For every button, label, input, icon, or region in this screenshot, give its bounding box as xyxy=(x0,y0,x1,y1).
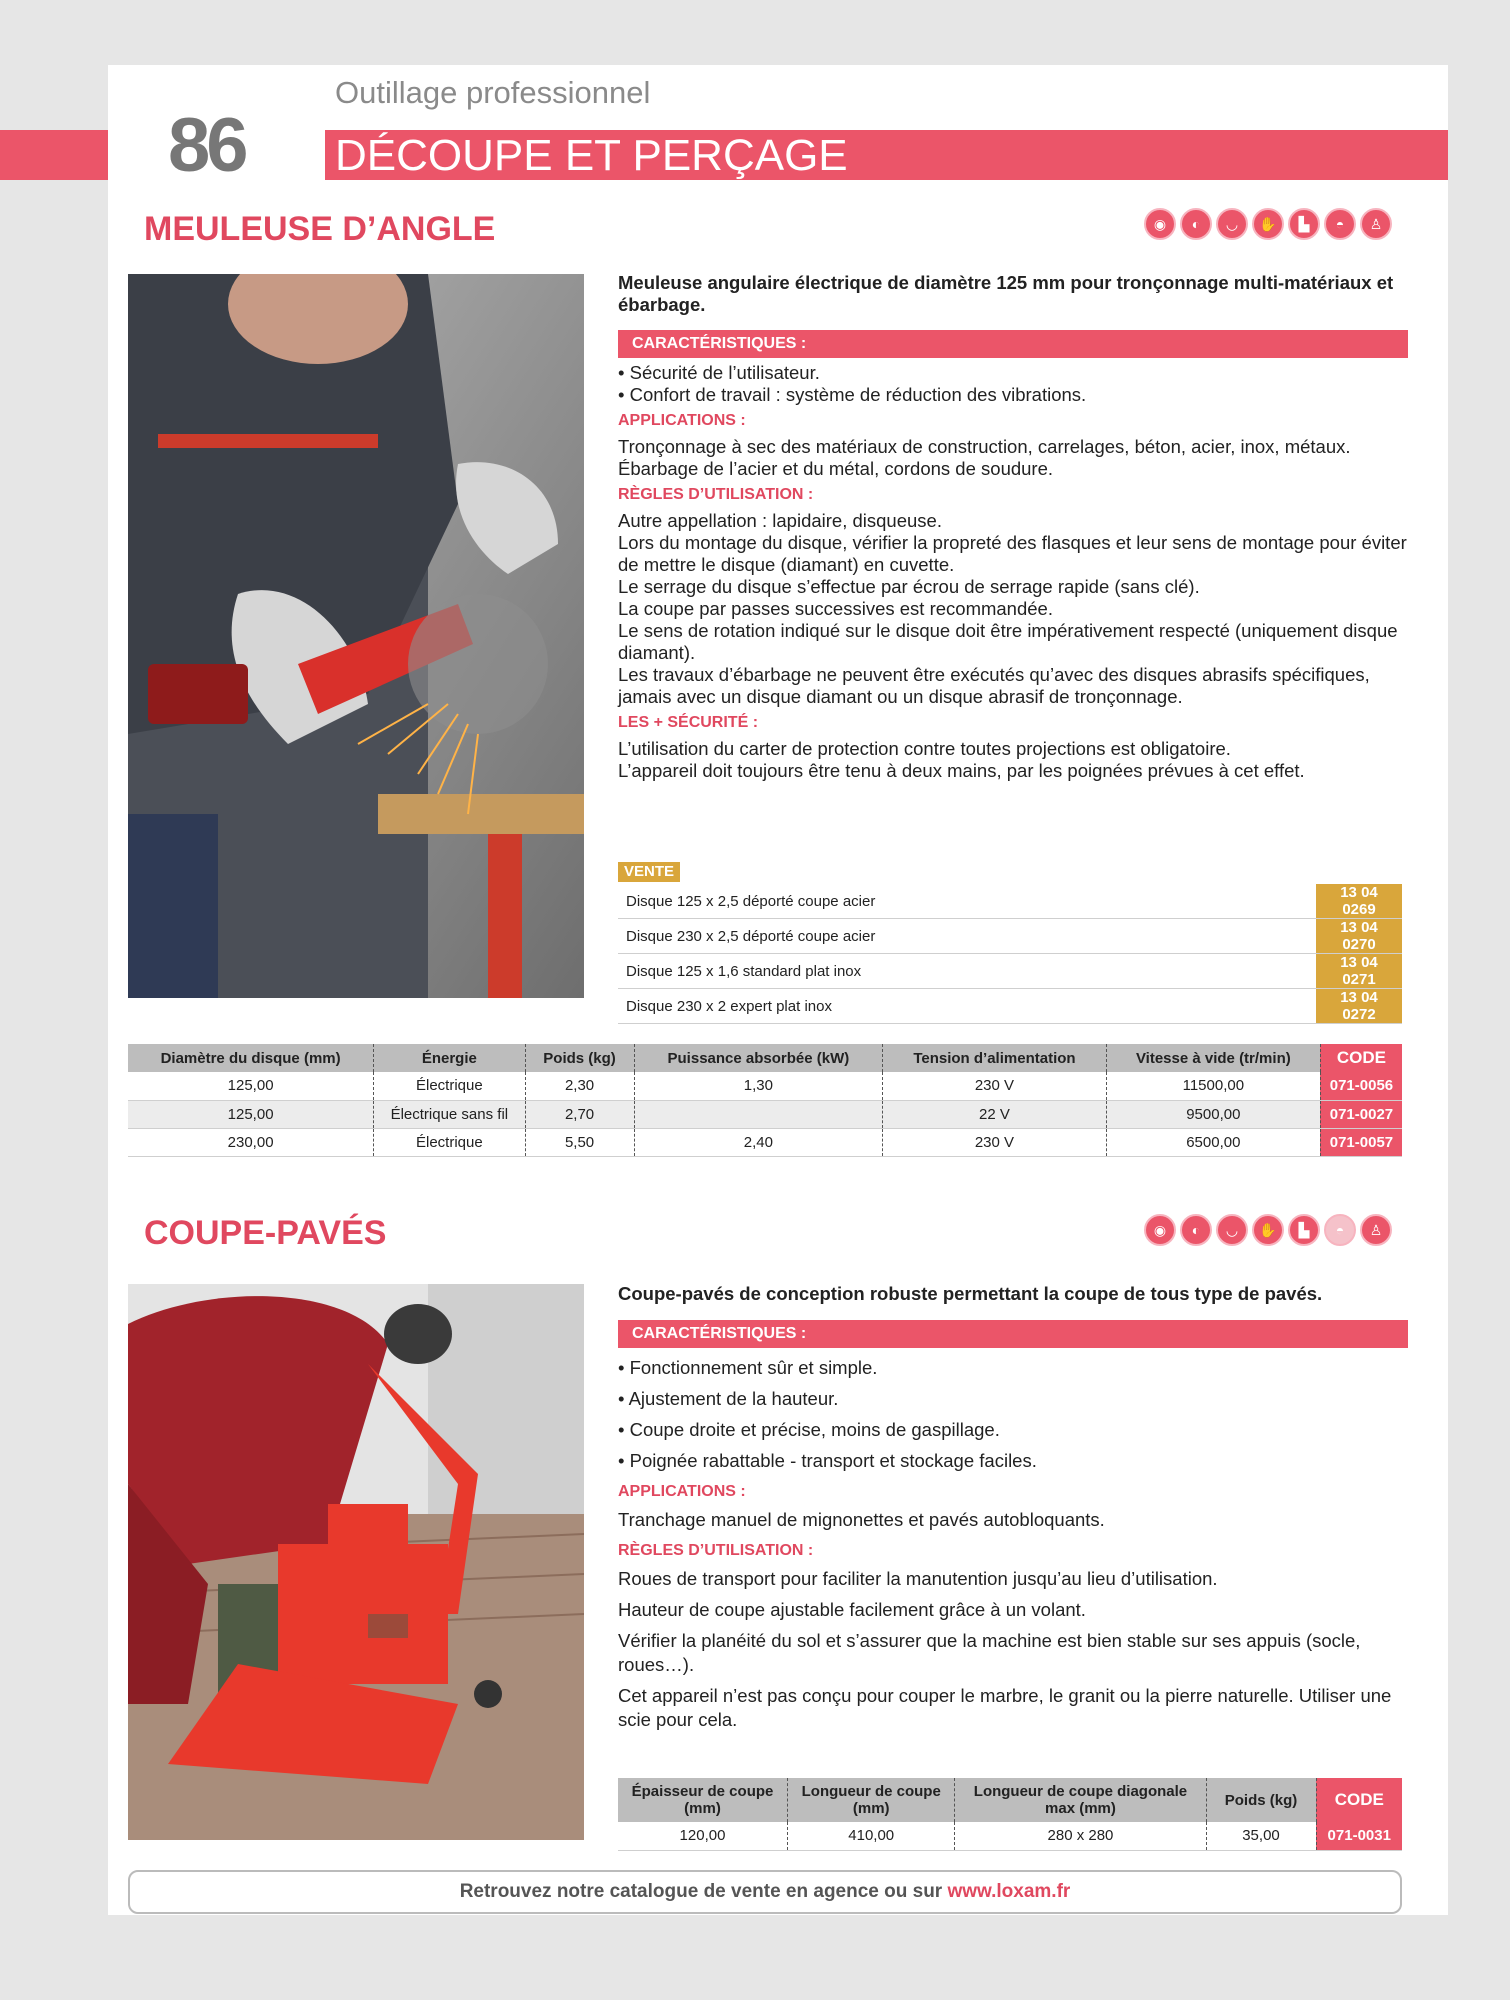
security-item: L’utilisation du carter de protection contre toutes projections est obligatoire. xyxy=(618,738,1231,759)
table-cell: 230,00 xyxy=(128,1128,374,1156)
footer-banner xyxy=(128,1870,1402,1914)
vente-item-name: Disque 230 x 2,5 déporté coupe acier xyxy=(618,919,1316,954)
table-cell: 6500,00 xyxy=(1106,1128,1320,1156)
safety-icons xyxy=(1144,208,1392,240)
table-cell: 9500,00 xyxy=(1106,1100,1320,1128)
characteristic-item: • Coupe droite et précise, moins de gaspillage. xyxy=(618,1419,1000,1440)
column-header: Puissance absorbée (kW) xyxy=(634,1044,883,1072)
product-title-meuleuse: MEULEUSE D’ANGLE xyxy=(144,210,496,248)
column-header: Longueur de coupe (mm) xyxy=(788,1778,955,1822)
vente-item-code: 13 04 0269 xyxy=(1316,884,1402,919)
application-item: Ébarbage de l’acier et du métal, cordons de soudure. xyxy=(618,458,1054,479)
table-row xyxy=(618,884,1402,919)
table-cell: 1,30 xyxy=(634,1072,883,1100)
vente-item-code: 13 04 0271 xyxy=(1316,954,1402,989)
rule-item: Les travaux d’ébarbage ne peuvent être exécutés qu’avec des disques abrasifs spécifiques, jamais avec un disque diamant ou un disque abrasif de tronçonnage. xyxy=(618,664,1370,707)
column-header: Tension d’alimentation xyxy=(883,1044,1107,1072)
table-cell: 120,00 xyxy=(618,1822,788,1850)
column-header: Longueur de coupe diagonale max (mm) xyxy=(955,1778,1206,1822)
boots-icon: ▙ xyxy=(1288,208,1320,240)
rule-item: Autre appellation : lapidaire, disqueuse. xyxy=(618,510,942,531)
product-code: 071-0027 xyxy=(1320,1100,1402,1128)
page-number: 86 xyxy=(168,103,245,188)
table-cell: 230 V xyxy=(883,1128,1107,1156)
rule-item: Lors du montage du disque, vérifier la propreté des flasques et leur sens de montage pour éviter de mettre le disque (diamant) en cuvette. xyxy=(618,532,1407,575)
rule-item: Vérifier la planéité du sol et s’assurer que la machine est bien stable sur ses appuis (socle, roues…). xyxy=(618,1630,1361,1675)
rules-header: RÈGLES D’UTILISATION : xyxy=(618,1542,814,1559)
table-cell: 125,00 xyxy=(128,1100,374,1128)
vente-item-code: 13 04 0272 xyxy=(1316,989,1402,1024)
spec-table-coupe-paves xyxy=(618,1778,1402,1851)
table-cell: Électrique xyxy=(374,1128,525,1156)
spec-table-meuleuse xyxy=(128,1044,1402,1157)
security-header: LES + SÉCURITÉ : xyxy=(618,714,759,731)
column-header: Poids (kg) xyxy=(1206,1778,1316,1822)
vente-item-name: Disque 125 x 2,5 déporté coupe acier xyxy=(618,884,1316,919)
product-code: 071-0031 xyxy=(1316,1822,1402,1850)
table-cell: 2,70 xyxy=(525,1100,634,1128)
table-row xyxy=(618,919,1402,954)
footer-text: Retrouvez notre catalogue de vente en agence ou sur xyxy=(459,1881,943,1902)
vente-item-name: Disque 125 x 1,6 standard plat inox xyxy=(618,954,1316,989)
table-row xyxy=(128,1100,1402,1128)
table-cell: 35,00 xyxy=(1206,1822,1316,1850)
product-code: 071-0057 xyxy=(1320,1128,1402,1156)
table-row xyxy=(618,989,1402,1024)
characteristic-item: • Poignée rabattable - transport et stockage faciles. xyxy=(618,1450,1037,1471)
product-lead: Meuleuse angulaire électrique de diamètre 125 mm pour tronçonnage multi-matériaux et ébarbage. xyxy=(618,272,1394,315)
table-cell: 125,00 xyxy=(128,1072,374,1100)
table-cell: 22 V xyxy=(883,1100,1107,1128)
table-row xyxy=(618,1822,1402,1850)
table-header-row xyxy=(618,1778,1402,1822)
characteristics-header: CARACTÉRISTIQUES : xyxy=(618,1320,1408,1348)
gloves-icon: ✋ xyxy=(1252,208,1284,240)
characteristic-item: • Ajustement de la hauteur. xyxy=(618,1388,839,1409)
rule-item: Hauteur de coupe ajustable facilement grâce à un volant. xyxy=(618,1599,1086,1620)
table-cell: 2,30 xyxy=(525,1072,634,1100)
product-lead: Coupe-pavés de conception robuste permettant la coupe de tous type de pavés. xyxy=(618,1283,1323,1304)
grinder-photo xyxy=(128,274,584,998)
ear-protection-icon: ◐ xyxy=(1180,208,1212,240)
vente-table xyxy=(618,884,1402,1024)
table-cell: 410,00 xyxy=(788,1822,955,1850)
table-cell xyxy=(634,1100,883,1128)
rules-header: RÈGLES D’UTILISATION : xyxy=(618,486,814,503)
column-header: Épaisseur de coupe (mm) xyxy=(618,1778,788,1822)
helmet-icon: ◓ xyxy=(1324,1214,1356,1246)
table-cell: Électrique xyxy=(374,1072,525,1100)
table-cell: Électrique sans fil xyxy=(374,1100,525,1128)
eye-protection-icon: ◉ xyxy=(1144,1214,1176,1246)
table-row xyxy=(618,954,1402,989)
column-header-code: CODE xyxy=(1316,1778,1402,1822)
eye-protection-icon: ◉ xyxy=(1144,208,1176,240)
clothing-icon: ♙ xyxy=(1360,208,1392,240)
table-cell: 11500,00 xyxy=(1106,1072,1320,1100)
product-description-coupe-paves xyxy=(618,1282,1408,1732)
boots-icon: ▙ xyxy=(1288,1214,1320,1246)
vente-item-code: 13 04 0270 xyxy=(1316,919,1402,954)
rule-item: Roues de transport pour faciliter la manutention jusqu’au lieu d’utilisation. xyxy=(618,1568,1218,1589)
product-description-meuleuse xyxy=(618,272,1408,782)
table-cell: 5,50 xyxy=(525,1128,634,1156)
column-header-code: CODE xyxy=(1320,1044,1402,1072)
characteristic-item: • Fonctionnement sûr et simple. xyxy=(618,1357,878,1378)
column-header: Diamètre du disque (mm) xyxy=(128,1044,374,1072)
category-title: Outillage professionnel xyxy=(335,75,651,110)
characteristic-item: • Sécurité de l’utilisateur. xyxy=(618,362,820,383)
table-cell: 230 V xyxy=(883,1072,1107,1100)
table-header-row xyxy=(128,1044,1402,1072)
characteristics-header: CARACTÉRISTIQUES : xyxy=(618,330,1408,358)
footer-link[interactable]: www.loxam.fr xyxy=(947,1881,1071,1902)
application-item: Tronçonnage à sec des matériaux de construction, carrelages, béton, acier, inox, métaux. xyxy=(618,436,1351,457)
helmet-icon: ◓ xyxy=(1324,208,1356,240)
security-item: L’appareil doit toujours être tenu à deux mains, par les poignées prévues à cet effet. xyxy=(618,760,1305,781)
applications-header: APPLICATIONS : xyxy=(618,412,746,429)
safety-icons xyxy=(1144,1214,1392,1246)
applications-header: APPLICATIONS : xyxy=(618,1483,746,1500)
section-title: DÉCOUPE ET PERÇAGE xyxy=(335,131,848,180)
paver-cutter-photo xyxy=(128,1284,584,1840)
vente-item-name: Disque 230 x 2 expert plat inox xyxy=(618,989,1316,1024)
table-cell: 280 x 280 xyxy=(955,1822,1206,1850)
header-accent-bar xyxy=(0,130,108,180)
product-code: 071-0056 xyxy=(1320,1072,1402,1100)
rule-item: La coupe par passes successives est recommandée. xyxy=(618,598,1053,619)
table-row xyxy=(128,1128,1402,1156)
mask-icon: ◡ xyxy=(1216,208,1248,240)
application-item: Tranchage manuel de mignonettes et pavés autobloquants. xyxy=(618,1509,1105,1530)
rule-item: Le serrage du disque s’effectue par écrou de serrage rapide (sans clé). xyxy=(618,576,1200,597)
rule-item: Le sens de rotation indiqué sur le disque doit être impérativement respecté (uniquement disque diamant). xyxy=(618,620,1398,663)
vente-label: VENTE xyxy=(618,862,680,882)
rule-item: Cet appareil n’est pas conçu pour couper le marbre, le granit ou la pierre naturelle. Utiliser une scie pour cela. xyxy=(618,1685,1392,1730)
product-title-coupe-paves: COUPE-PAVÉS xyxy=(144,1214,387,1252)
clothing-icon: ♙ xyxy=(1360,1214,1392,1246)
table-cell: 2,40 xyxy=(634,1128,883,1156)
column-header: Poids (kg) xyxy=(525,1044,634,1072)
mask-icon: ◡ xyxy=(1216,1214,1248,1246)
gloves-icon: ✋ xyxy=(1252,1214,1284,1246)
column-header: Vitesse à vide (tr/min) xyxy=(1106,1044,1320,1072)
ear-protection-icon: ◐ xyxy=(1180,1214,1212,1246)
table-row xyxy=(128,1072,1402,1100)
characteristic-item: • Confort de travail : système de réduction des vibrations. xyxy=(618,384,1087,405)
column-header: Énergie xyxy=(374,1044,525,1072)
